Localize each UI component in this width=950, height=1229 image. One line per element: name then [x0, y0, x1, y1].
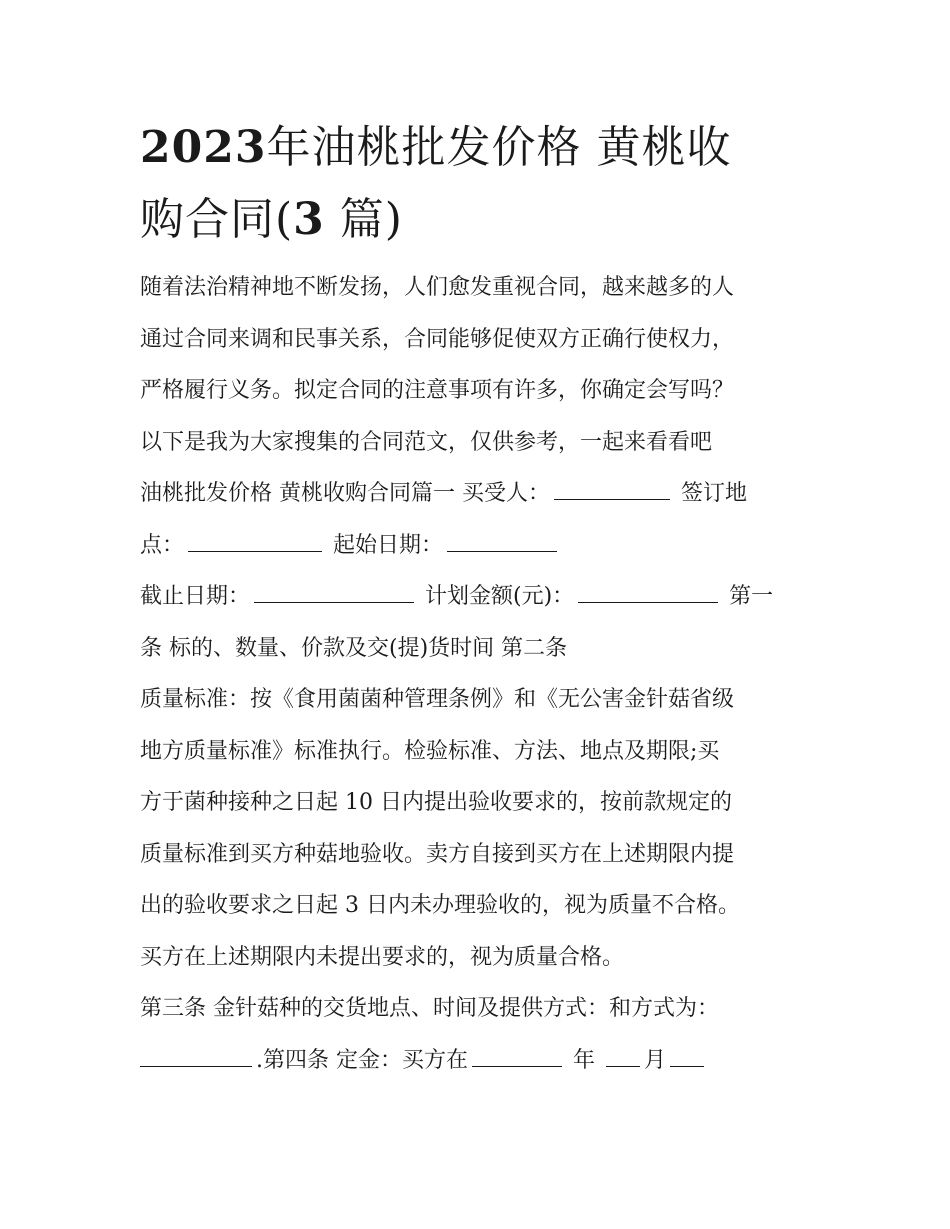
place-label: 点：	[140, 532, 185, 558]
delivery-method-blank	[140, 1046, 252, 1067]
title-line-2	[140, 184, 820, 256]
paragraph-line: 质量标准到买方种菇地验收。卖方自接到买方在上述期限内提	[140, 841, 735, 867]
paragraph-line: 随着法治精神地不断发扬，人们愈发重视合同，越来越多的人	[140, 275, 735, 300]
start-date-label: 起始日期：	[326, 532, 444, 558]
contract-heading-line	[140, 468, 820, 520]
article-one-label: 第一	[722, 584, 774, 609]
buyer-blank	[554, 479, 670, 500]
day-blank	[670, 1046, 704, 1067]
deposit-line	[140, 1035, 820, 1087]
start-date-blank	[447, 531, 557, 552]
paragraph-line: 以下是我为大家搜集的合同范文，仅供参考，一起来看看吧	[140, 429, 713, 455]
paragraph-line: 方于菌种接种之日起 10 日内提出验收要求的，按前款规定的	[140, 790, 732, 815]
place-date-line	[140, 520, 820, 572]
year-label: 年	[566, 1047, 602, 1073]
month-label: 月	[644, 1047, 667, 1073]
paragraph-line: 第三条 金针菇种的交货地点、时间及提供方式：和方式为：	[140, 996, 719, 1021]
paragraph-line: 严格履行义务。拟定合同的注意事项有许多，你确定会写吗？	[140, 378, 735, 403]
end-date-label: 截止日期：	[140, 584, 251, 609]
end-date-line	[140, 571, 820, 623]
title-text-2a: 购合同(	[140, 194, 294, 245]
document-title	[140, 112, 820, 256]
paragraph-line: 质量标准：按《食用菌菌种管理条例》和《无公害金针菇省级	[140, 687, 735, 712]
paragraph-line: 通过合同来调和民事关系，合同能够促使双方正确行使权力，	[140, 326, 735, 352]
end-date-blank	[254, 582, 414, 603]
month-blank	[606, 1046, 640, 1067]
title-count: 3	[293, 194, 325, 245]
paragraph-line: 买方在上述期限内未提出要求的，视为质量合格。	[140, 944, 625, 970]
title-year: 2023	[140, 122, 267, 173]
document-page	[140, 112, 820, 1086]
amount-blank	[578, 582, 718, 603]
title-line-1	[140, 112, 820, 184]
amount-label: 计划金额(元)：	[418, 584, 575, 609]
paragraph-line: 条 标的、数量、价款及交(提)货时间 第二条	[140, 635, 568, 661]
paragraph-line: 出的验收要求之日起 3 日内未办理验收的，视为质量不合格。	[140, 893, 740, 918]
buyer-label: 油桃批发价格 黄桃收购合同篇一 买受人：	[140, 481, 550, 506]
sign-place-label: 签订地	[674, 481, 747, 506]
deposit-label: .第四条 定金：买方在	[256, 1047, 468, 1073]
paragraph-line: 地方质量标准》标准执行。检验标准、方法、地点及期限;买	[140, 738, 720, 764]
title-text-2b: 篇)	[324, 194, 403, 245]
year-blank	[472, 1046, 562, 1067]
place-blank	[188, 531, 322, 552]
title-text-1: 年油桃批发价格 黄桃收	[266, 122, 732, 173]
